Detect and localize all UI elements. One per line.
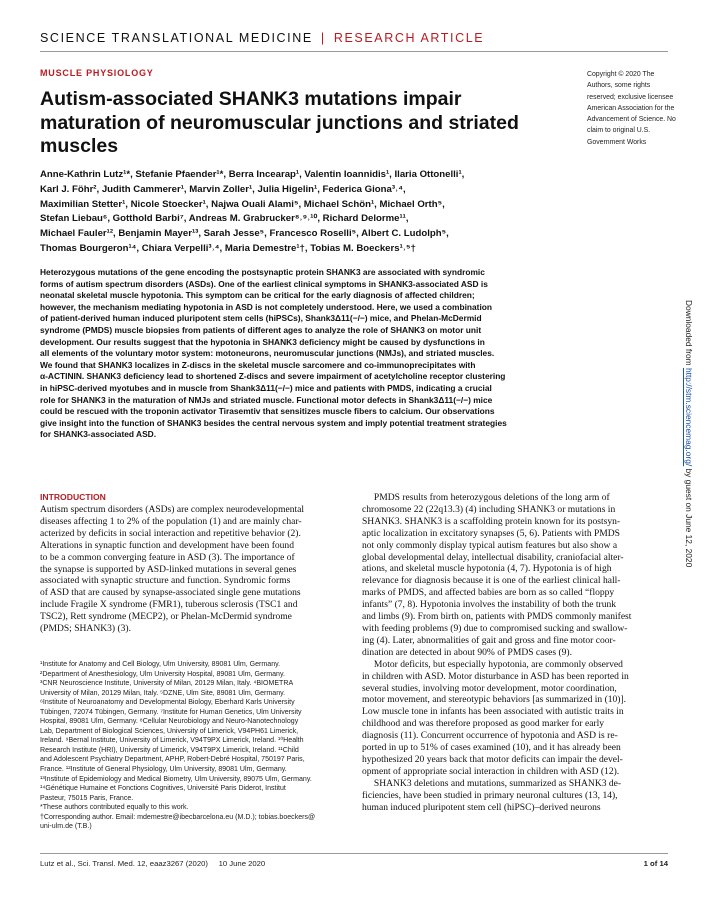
text-line: hypothesized 20 years back that motor deficits can impair the devel- (362, 753, 623, 765)
abstract-line: We found that SHANK3 localizes in Z-discs in the skeletal muscle sarcomere and co-immunoprecipitates with (40, 359, 476, 370)
text-line: several studies, involving motor development, motor coordination, (362, 682, 617, 694)
affiliation-line: Tübingen, 72074 Tübingen, Germany. ⁷Institute for Human Genetics, Ulm University (40, 708, 302, 716)
text-line: (PMDS; SHANK3) (3). (40, 623, 131, 635)
author-line: Thomas Bourgeron¹⁴, Chiara Verpelli³˒⁴, Maria Demestre¹†, Tobias M. Boeckers¹˒⁵† (40, 242, 416, 254)
affiliation-line: Hospital, 89081 Ulm, Germany. ⁸Cellular Neurobiology and Neuro-Nanotechnology (40, 718, 299, 726)
affiliation-line: ¹Institute for Anatomy and Cell Biology, Ulm University, 89081 Ulm, Germany. (40, 661, 281, 668)
text-line: infants” (7, 8). Hypotonia involves the instability of both the trunk (362, 599, 617, 611)
journal-name: SCIENCE TRANSLATIONAL MEDICINE (40, 31, 313, 45)
abstract-line: role for SHANK3 in the maturation of NMJs and striated muscle. Functional motor defects in Shank3Δ11(−/−) mice (40, 394, 493, 405)
abstract-line: syndrome (PMDS) muscle biopsies from patients of different ages to analyze the role of SHANK3 on motor unit (40, 324, 482, 335)
affiliation-line: University of Milan, 20129 Milan, Italy. ⁵DZNE, Ulm Site, 89081 Ulm, Germany. (40, 689, 286, 697)
author-list (40, 168, 600, 257)
text-line: relevance for diagnosis because it is one of the earliest clinical hall- (362, 575, 621, 587)
abstract-line: could be rescued with the troponin activator Tirasemtiv that sensitizes muscle fibers to calcium. Our observations (40, 406, 495, 417)
article-title: Autism-associated SHANK3 mutations impair maturation of neuromuscular junctions and striated muscles (40, 88, 519, 157)
text-line: diagnosis (11). Concurrent occurrence of hypotonia and ASD is re- (362, 730, 618, 742)
text-line: acterized by deficits in social interaction and repetitive behavior (2). (40, 527, 301, 539)
header-rule (40, 51, 668, 52)
introduction-heading: INTRODUCTION (40, 492, 106, 502)
abstract-line: neonatal skeletal muscle hypotonia. This symptom can be critical for the early diagnosis of affected children; (40, 290, 475, 301)
text-line: PMDS results from heterozygous deletions of the long arm of (362, 492, 610, 503)
text-line: SHANK3. SHANK3 is a scaffolding protein known for its postsyn- (362, 515, 621, 527)
author-line: Anne-Kathrin Lutz¹*, Stefanie Pfaender¹*, Berra Incearap¹, Valentin Ioannidis¹, Ilaria Ottonelli¹, (40, 169, 465, 180)
text-line: childhood and was therefore proposed as good marker for early (362, 718, 605, 730)
affiliation-line: †Corresponding author. Email: mdemestre@ibecbarcelona.eu (M.D.); tobias.boeckers@ (40, 813, 316, 821)
text-line: global developmental delay, intellectual disability, craniofacial alter- (362, 551, 624, 563)
text-line: ations, and skeletal muscle hypotonia (4, 7). Hypotonia is of high (362, 563, 612, 575)
abstract-line: Heterozygous mutations of the gene encoding the postsynaptic protein SHANK3 are associated with syndromic (40, 267, 485, 277)
text-line: Motor deficits, but especially hypotonia, are commonly observed (362, 658, 623, 670)
affiliation-line: ⁶Institute of Neuroanatomy and Developmental Biology, Eberhard Karls University (40, 699, 295, 707)
text-line: human induced pluripotent stem cell (hiPSC)–derived neurons (362, 801, 601, 813)
text-line: in children with ASD. Motor disturbance in ASD has been reported in (362, 670, 629, 682)
text-line: the synapse is supported by ASD-linked mutations in several genes (40, 563, 297, 575)
author-line: Michael Fauler¹², Benjamin Mayer¹³, Sarah Jesse⁵, Francesco Roselli⁵, Albert C. Ludolph⁵, (40, 228, 449, 240)
text-line: ing (4). Later, abnormalities of gait and gross and fine motor coor- (362, 634, 616, 646)
abstract-line: of patient-derived human induced pluripotent stem cells (hiPSCs), Shank3Δ11(−/−) mice, and Phelan-McDermid (40, 313, 482, 324)
text-line: SHANK3 deletions and mutations, summarized as SHANK3 de- (362, 777, 622, 789)
text-line: Alterations in synaptic function and development have been found (40, 539, 294, 551)
text-line: ficiencies, have been studied in primary neuronal cultures (13, 14), (362, 789, 618, 801)
author-line: Karl J. Föhr², Judith Cammerer¹, Marvin Zoller¹, Julia Higelin¹, Federica Giona³˒⁴, (40, 183, 406, 195)
text-line: marks of PMDS, and affected babies are born as so called “floppy (362, 587, 615, 599)
abstract-line: give insight into the function of SHANK3 besides the central nervous system and imply potential treatment strategies (40, 417, 507, 428)
text-line: diseases affecting 1 to 2% of the population (1) and are mainly char- (40, 515, 302, 527)
download-notice (684, 300, 694, 567)
affiliations (40, 660, 340, 832)
text-line: motor movement, and stereotypic behaviors [as summarized in (10)]. (362, 694, 627, 706)
affiliation-line: ²Department of Anesthesiology, Ulm University Hospital, 89081 Ulm, Germany. (40, 670, 285, 678)
abstract-line: all elements of the voluntary motor system: motoneurons, neuromuscular junctions (NMJs), and striated muscles. (40, 348, 495, 359)
header-separator: | (320, 31, 326, 45)
text-line: of ASD that are caused by synapse-associated single gene mutations (40, 587, 301, 599)
abstract-line: development. Our results suggest that the hypotonia in SHANK3 deficiency might be caused by dysfunctions in (40, 336, 485, 347)
text-line: associated with synaptic structure and function. Syndromic forms (40, 575, 291, 587)
right-column-text (362, 492, 631, 813)
text-line: not only commonly display typical autism features but also show a (362, 539, 618, 551)
article-type: RESEARCH ARTICLE (333, 31, 485, 45)
text-line: Low muscle tone in infants has been associated with autistic traits in (362, 706, 624, 718)
text-line: and limbs (9). From birth on, patients with PMDS commonly manifest (362, 611, 632, 623)
text-line: dination are detected in about 90% of PMDS cases (9). (362, 646, 572, 658)
affiliation-line: Lab, Department of Biological Sciences, University of Limerick, V94PH61 Limerick, (40, 727, 299, 735)
affiliation-line: ¹⁴Génétique Humaine et Fonctions Cognitives, Université Paris Diderot, Institut (40, 785, 286, 793)
affiliation-line: Ireland. ⁹Bernal Institute, University of Limerick, V94T9PX Limerick, Ireland. ¹⁰Health (40, 737, 304, 745)
affiliation-line: ³CNR Neuroscience Institute, University of Milan, 20129 Milan, Italy. ⁴BIOMETRA (40, 680, 294, 688)
text-line: aptic localization in excitatory synapses (5, 6). Patients with PMDS (362, 527, 620, 539)
abstract-line: in hiPSC-derived myotubes and in muscle from Shank3Δ11(−/−) mice and patients with PMDS, indicating a crucial (40, 382, 492, 393)
intro-paragraph (40, 504, 304, 635)
abstract-line: α-ACTININ. SHANK3 deficiency lead to shortened Z-discs and severe impairment of acetylcholine receptor clustering (40, 371, 506, 382)
abstract-line: forms of autism spectrum disorders (ASDs). One of the earliest clinical symptoms in SHANK3-associated ASD is (40, 278, 488, 289)
section-label: MUSCLE PHYSIOLOGY (40, 68, 154, 78)
affiliation-line: uni-ulm.de (T.B.) (40, 823, 92, 831)
abstract-line: for SHANK3-associated ASD. (40, 429, 157, 440)
abstract (40, 267, 664, 441)
text-line: chromosome 22 (22q13.3) (4) including SHANK3 or mutations in (362, 503, 616, 515)
citation: Lutz et al., Sci. Transl. Med. 12, eaaz3267 (2020) 10 June 2020 (40, 859, 266, 868)
author-line: Maximilian Stetter¹, Nicole Stoecker¹, Najwa Ouali Alami⁵, Michael Schön¹, Michael Orth⁵, (40, 198, 445, 210)
affiliation-line: and Adolescent Psychiatry Department, APHP, Robert-Debré Hospital, 750197 Paris, (40, 756, 305, 764)
copyright-notice: Copyright © 2020 The Authors, some rights reserved; exclusive licensee American Association for the Advancement of Science. No claim to original U.S. Government Works (587, 71, 676, 146)
text-line: include Fragile X syndrome (FMR1), tuberous sclerosis (TSC1 and (40, 599, 298, 611)
text-line: ported in up to 51% of cases examined (10), and it has already been (362, 742, 621, 754)
affiliation-line: France. ¹²Institute of General Physiology, Ulm University, 89081 Ulm, Germany. (40, 766, 287, 774)
journal-header (40, 31, 484, 45)
text-line: Autism spectrum disorders (ASDs) are complex neurodevelopmental (40, 504, 305, 515)
footer-rule (40, 853, 668, 854)
text-line: to be a common converging feature in ASD (3). The importance of (40, 551, 295, 563)
affiliation-line: *These authors contributed equally to this work. (40, 804, 189, 812)
text-line: with feeding problems (9) due to compromised sucking and swallow- (362, 622, 628, 634)
download-notice-suffix: by guest on June 12, 2020 (684, 466, 694, 568)
abstract-line: however, the mechanism mediating hypotonia in ASD is not completely understood. Here, we used a combination (40, 301, 493, 312)
page-footer (40, 859, 668, 868)
download-link[interactable]: http://stm.sciencemag.org/ (684, 367, 694, 467)
affiliation-line: Research Institute (HRI), University of Limerick, V94T9PX Limerick, Ireland. ¹¹Child (40, 746, 299, 754)
page-number: 1 of 14 (643, 859, 668, 868)
download-notice-prefix: Downloaded from (684, 300, 694, 368)
text-line: opment of appropriate social interaction in children with ASD (12). (362, 765, 620, 777)
text-line: TSC2), Rett syndrome (MECP2), or Phelan-McDermid syndrome (40, 611, 292, 623)
affiliation-line: Pasteur, 75015 Paris, France. (40, 794, 134, 802)
affiliation-line: ¹³Institute of Epidemiology and Medical Biometry, Ulm University, 89075 Ulm, Germany. (40, 775, 312, 783)
author-line: Stefan Liebau⁶, Gotthold Barbi⁷, Andreas M. Grabrucker⁸˒⁹˒¹⁰, Richard Delorme¹¹, (40, 213, 409, 225)
